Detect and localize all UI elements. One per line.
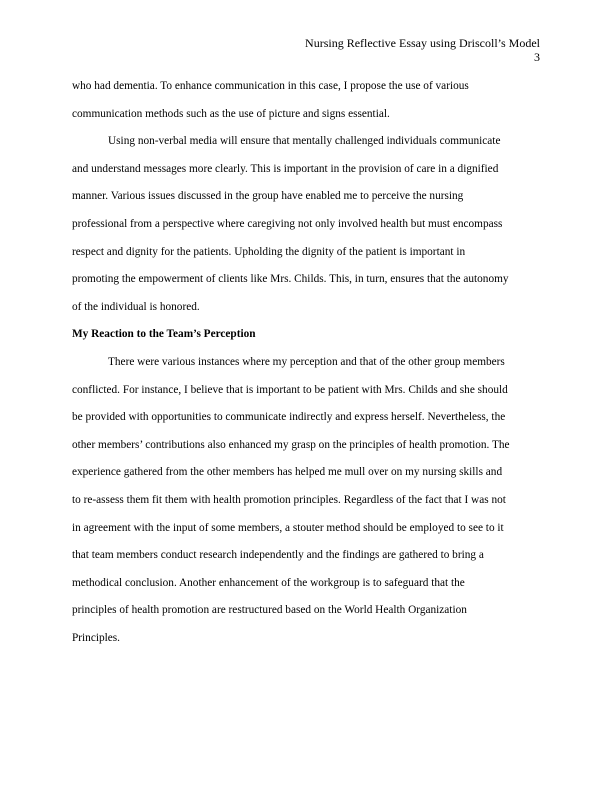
- text-line: methodical conclusion. Another enhancement of the workgroup is to safeguard that the: [72, 576, 465, 589]
- text-line: and understand messages more clearly. This is important in the provision of care in a dignified: [72, 162, 499, 175]
- running-header: [305, 36, 540, 64]
- text-line: to re-assess them fit them with health promotion principles. Regardless of the fact that I was not: [72, 493, 506, 506]
- text-line: of the individual is honored.: [72, 300, 200, 313]
- text-line: professional from a perspective where caregiving not only involved health but must encompass: [72, 217, 503, 230]
- paragraph-first-line: There were various instances where my perception and that of the other group members: [108, 355, 505, 368]
- running-title: Nursing Reflective Essay using Driscoll’s Model: [305, 36, 540, 50]
- text-line: in agreement with the input of some members, a stouter method should be employed to see to it: [72, 521, 504, 534]
- text-line: who had dementia. To enhance communication in this case, I propose the use of various: [72, 80, 469, 92]
- essay-body: [72, 73, 541, 652]
- paragraph-first-line: Using non-verbal media will ensure that mentally challenged individuals communicate: [108, 135, 501, 148]
- text-line: communication methods such as the use of picture and signs essential.: [72, 107, 390, 120]
- text-line: Principles.: [72, 631, 121, 644]
- page-number: 3: [534, 50, 540, 64]
- text-line: respect and dignity for the patients. Upholding the dignity of the patient is important in: [72, 245, 466, 258]
- text-line: manner. Various issues discussed in the group have enabled me to perceive the nursing: [72, 190, 464, 203]
- text-line: be provided with opportunities to communicate indirectly and express herself. Nevertheless, the: [72, 411, 506, 424]
- text-line: conflicted. For instance, I believe that is important to be patient with Mrs. Childs and she should: [72, 383, 508, 396]
- section-heading: My Reaction to the Team’s Perception: [72, 328, 256, 341]
- text-line: that team members conduct research independently and the findings are gathered to bring a: [72, 549, 484, 562]
- text-line: promoting the empowerment of clients like Mrs. Childs. This, in turn, ensures that the autonomy: [72, 273, 509, 286]
- text-line: other members’ contributions also enhanced my grasp on the principles of health promotion. The: [72, 438, 510, 451]
- text-line: principles of health promotion are restructured based on the World Health Organization: [72, 604, 467, 617]
- text-line: experience gathered from the other members has helped me mull over on my nursing skills and: [72, 466, 503, 479]
